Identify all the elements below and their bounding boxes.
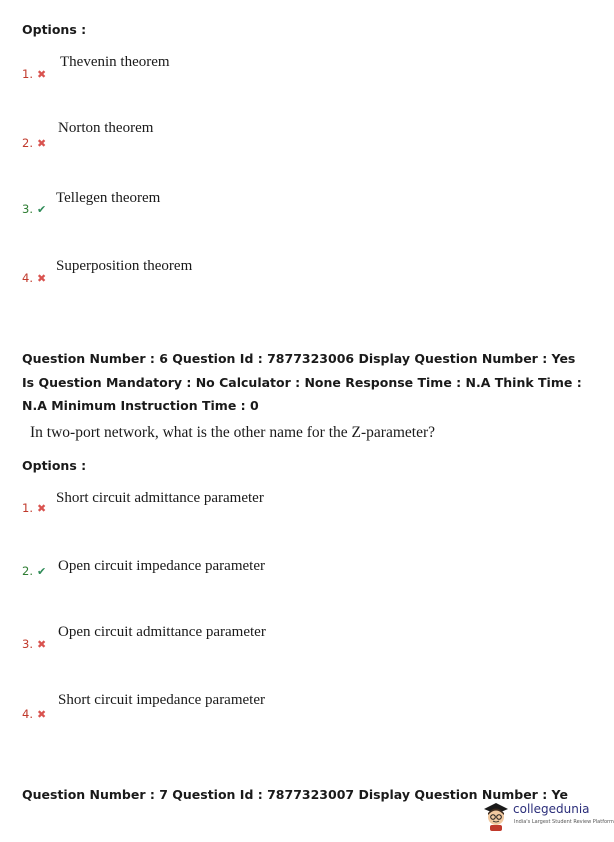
option-number	[22, 202, 46, 216]
option-text: Open circuit impedance parameter	[58, 558, 265, 574]
option-number	[22, 564, 46, 578]
option-number	[22, 136, 46, 150]
option-number	[22, 637, 46, 651]
option-number	[22, 67, 46, 81]
question-text: In two-port network, what is the other name for the Z-parameter?	[30, 424, 435, 441]
option-num-text: 2.	[22, 136, 33, 150]
options-label: Options :	[22, 458, 87, 473]
option-num-text: 2.	[22, 564, 33, 578]
option-text: Norton theorem	[58, 120, 154, 136]
option-text: Open circuit admittance parameter	[58, 624, 266, 640]
cross-icon: ✖	[36, 137, 47, 150]
cross-icon: ✖	[36, 638, 47, 651]
option-num-text: 1.	[22, 501, 33, 515]
question-meta: Question Number : 7 Question Id : 7877323007 Display Question Number : Ye	[22, 787, 568, 802]
option-text: Superposition theorem	[56, 258, 193, 274]
question-meta: Question Number : 6 Question Id : 7877323006 Display Question Number : Yes Is Question Mandatory : No Calculator : None Response Time : N.A Think Time : N.A Minimum Instruction Time : 0	[22, 351, 582, 413]
option-number	[22, 271, 46, 285]
option-text: Thevenin theorem	[60, 54, 170, 70]
brand-name: collegedunia	[513, 802, 590, 816]
option-number	[22, 707, 46, 721]
collegedunia-logo	[481, 800, 614, 834]
option-text: Short circuit impedance parameter	[58, 692, 265, 708]
cross-icon: ✖	[36, 502, 47, 515]
option-num-text: 4.	[22, 707, 33, 721]
options-label: Options :	[22, 22, 87, 37]
brand-tagline: India's Largest Student Review Platform	[514, 819, 614, 825]
check-icon: ✔	[36, 203, 47, 216]
cross-icon: ✖	[36, 68, 47, 81]
cross-icon: ✖	[36, 272, 47, 285]
option-text: Short circuit admittance parameter	[56, 490, 264, 506]
check-icon: ✔	[36, 565, 47, 578]
option-num-text: 3.	[22, 202, 33, 216]
option-text: Tellegen theorem	[56, 190, 161, 206]
option-num-text: 1.	[22, 67, 33, 81]
mascot-icon	[481, 800, 511, 832]
option-num-text: 4.	[22, 271, 33, 285]
option-number	[22, 501, 46, 515]
option-num-text: 3.	[22, 637, 33, 651]
cross-icon: ✖	[36, 708, 47, 721]
